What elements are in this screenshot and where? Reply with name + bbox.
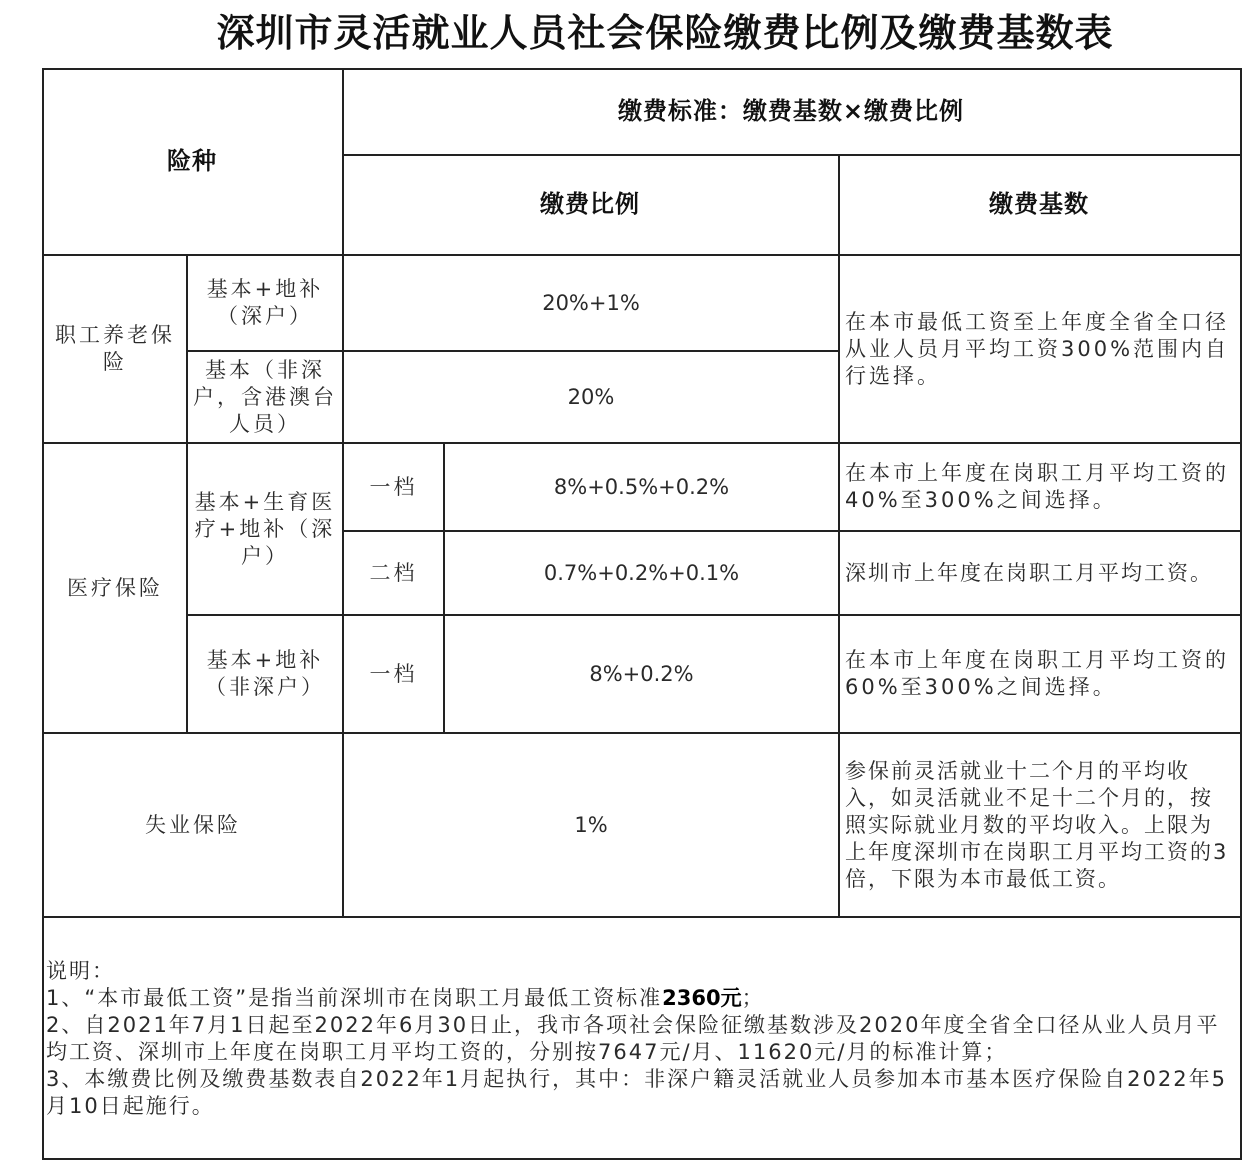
table-border-bottom: [42, 1158, 1242, 1160]
pension-category: 基本（非深户，含港澳台人员）: [193, 357, 337, 436]
min-wage-amount: 2360元: [662, 986, 742, 1010]
pension-ratio: 20%+1%: [542, 290, 640, 315]
header-base: 缴费基数: [989, 189, 1089, 218]
pension-category: 基本+地补（深户）: [206, 277, 324, 328]
medical-base: 深圳市上年度在岗职工月平均工资。: [845, 560, 1213, 585]
page-title: 深圳市灵活就业人员社会保险缴费比例及缴费基数表: [216, 11, 1114, 55]
unemployment-ratio: 1%: [574, 812, 608, 837]
grid-line: [42, 916, 1242, 918]
medical-base: 在本市上年度在岗职工月平均工资的40%至300%之间选择。: [845, 461, 1229, 512]
header-ratio: 缴费比例: [540, 189, 640, 218]
medical-tier: 一档: [369, 661, 418, 686]
unemployment-name: 失业保险: [145, 812, 241, 837]
notes-heading: 说明：: [46, 959, 115, 983]
medical-ratio: 8%+0.2%: [589, 661, 694, 686]
pension-ratio: 20%: [567, 384, 615, 409]
pension-base: 在本市最低工资至上年度全省全口径从业人员月平均工资300%范围内自行选择。: [845, 309, 1230, 388]
note-1: [46, 985, 1242, 1012]
pension-name: 职工养老保险: [55, 323, 175, 374]
medical-base: 在本市上年度在岗职工月平均工资的60%至300%之间选择。: [845, 648, 1229, 699]
note-2: 2、自2021年7月1日起至2022年6月30日止，我市各项社会保险征缴基数涉及2020年度全省全口径从业人员月平均工资、深圳市上年度在岗职工月平均工资的，分别按7647元/月、11620元/月的标准计算；: [46, 1013, 1220, 1064]
unemployment-base: 参保前灵活就业十二个月的平均收入，如灵活就业不足十二个月的，按照实际就业月数的平均收入。上限为上年度深圳市在岗职工月平均工资的3倍，下限为本市最低工资。: [845, 758, 1229, 891]
medical-tier: 二档: [369, 560, 418, 585]
medical-ratio: 0.7%+0.2%+0.1%: [543, 560, 740, 585]
note-3: 3、本缴费比例及缴费基数表自2022年1月起执行，其中：非深户籍灵活就业人员参加本市基本医疗保险自2022年5月10日起施行。: [46, 1067, 1227, 1118]
medical-name: 医疗保险: [67, 575, 163, 600]
medical-category: 基本+地补（非深户）: [205, 648, 325, 699]
medical-category: 基本+生育医疗+地补（深户）: [194, 489, 336, 568]
header-insurance-type: 险种: [167, 146, 217, 175]
note-1-end: ；: [741, 986, 765, 1010]
medical-tier: 一档: [369, 474, 418, 499]
notes: [46, 958, 1242, 1120]
note-1-text: 1、“本市最低工资”是指当前深圳市在岗职工月最低工资标准: [46, 986, 663, 1010]
medical-ratio: 8%+0.5%+0.2%: [553, 474, 730, 499]
header-standard: 缴费标准：缴费基数×缴费比例: [617, 96, 965, 125]
